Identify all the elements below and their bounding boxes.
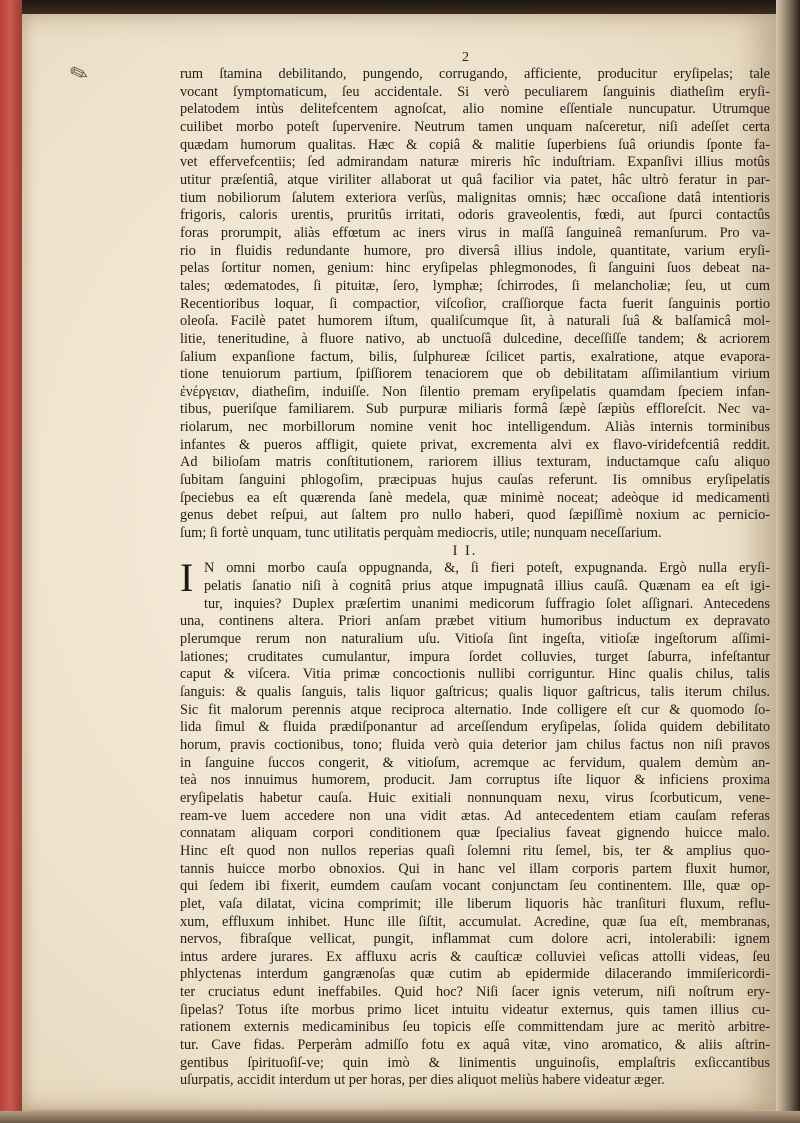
- text-line: oleoſa. Facilè patet humorem iſtum, qualiſcumque ſit, à naturali ſuâ & balſamicâ mol-: [180, 313, 770, 330]
- text-line: pelatodem intùs delitefcentem agnoſcat, alio nomine eſſentiale nuncupatur. Utrumque: [180, 101, 770, 118]
- text-line: cuilibet morbo poteſt ſupervenire. Neutrum tamen unquam naſceretur, niſi adeſſet certa: [180, 118, 770, 135]
- text-line: Hinc eſt quod non nullos reperias quaſi ſolemni ritu ſemel, bis, ter & amplius quo-: [180, 842, 770, 859]
- text-line: rio in fluidis redundante humore, pro diversâ illius indole, quantitate, varium eryſi-: [180, 242, 770, 259]
- text-line: ſpeciebus ea eſt quærenda ſanè medela, quæ minimè noceat; adeòque id medicamenti: [180, 489, 770, 506]
- text-line: xum, effluxum inhibet. Hunc ille ſiſtit, accumulat. Acredine, quæ ſua eſt, membranas,: [180, 913, 770, 930]
- text-line: litie, teneritudine, à fluore nativo, ab unctuoſâ dulcedine, deceſſiſſe tandem; & acriorem: [180, 330, 770, 347]
- red-book-edge: [0, 0, 22, 1123]
- page-right-edge: [776, 0, 800, 1123]
- text-line: tur, inquies? Duplex præſertim unanimi medicorum ſuffragio ſolet aſſignari. Antecedens: [204, 595, 770, 612]
- text-line: phlyctenas interdum gangrænoſas quæ cutim ab epidermide dilacerando immiſericordi-: [180, 966, 770, 983]
- text-line: rum ſtamina debilitando, pungendo, corrugando, afficiente, producitur eryſipelas; tale: [180, 66, 770, 82]
- text-line: horum, pravis coctionibus, tono; fluida verò quia deterior jam chilus factus non niſi pravos: [180, 736, 770, 753]
- text-line: una, continens altera. Priori anſam præbet vitium humoribus inductum ex depravato: [180, 613, 770, 630]
- text-line: utitur præſentiâ, atque viriliter allaborat ut quâ facilior via patet, hâc ultrò feratur in par-: [180, 171, 770, 188]
- text-line: connatam aliquam corpori conditionem quæ ſpecialius faveat gignendo huicce malo.: [180, 825, 770, 842]
- text-line: ream-ve luem accedere non una vidit ætas. Ad antecedentem etiam cauſam referas: [180, 807, 770, 824]
- text-line: ter cruciatus edunt ineffabiles. Quid hoc? Niſi ſacer ignis veterum, niſi noſtrum ery-: [180, 984, 770, 1001]
- text-line: plerumque rerum non naturalium uſu. Vitioſa ſint ingeſta, vitioſæ ingeſtorum aſſimi-: [180, 631, 770, 647]
- text-line: gentibus ſpirituoſiſ-ve; quin imò & linimentis unguinoſis, emplaſtris exſiccantibus: [180, 1054, 770, 1071]
- text-line: Sic fit malorum perennis atque reciproca alternatio. Inde colligere eſt cur & quomodo ſo-: [180, 701, 770, 718]
- paragraph-1: [180, 66, 770, 543]
- book-page: [22, 14, 776, 1109]
- text-line: in ſanguine ſuccos congerit, & vitioſum, acremque ac fervidum, qualem demùm an-: [180, 754, 770, 771]
- text-line: frigoris, caloris urentis, pruritûs irritati, odoris graveolentis, fœdi, aut ſpurci contactûs: [180, 207, 770, 224]
- text-line: infantes & pueros affligit, quiete privat, excrementa alvi ex flavo-viridefcentiâ reddit.: [180, 436, 770, 453]
- text-line: tales; œdematodes, ſi pituitæ, ſero, lymphæ; ſchirrodes, ſi melancholiæ; ſeu, ut cum: [180, 277, 770, 294]
- body-text: [180, 66, 770, 1090]
- text-line: tibus, pueriſque familiarem. Sub purpuræ miliaris formâ ſæpè ſæpiùs effloreſcit. Nec va-: [180, 401, 770, 418]
- page-bottom-edge: [0, 1111, 800, 1123]
- ink-stain-icon: ✎: [66, 58, 92, 89]
- text-line: genus debet reſpui, aut ſaltem pro nullo haberi, quod ſæpiſſimè noxium ac pernicio-: [180, 507, 770, 524]
- text-line: ſalium expanſione factum, bilis, ſulphureæ ſcilicet partis, exalratione, atque evapora-: [180, 348, 770, 365]
- text-line: riolarum, nec morbillorum nomine venit hoc intelligendum. Aliàs internis torminibus: [180, 419, 770, 436]
- text-line: tur. Cave fidas. Perperàm admiſſo fotu ex aquâ vitæ, vino aromatico, & aliis aſtrin-: [180, 1037, 770, 1054]
- text-line: plet, vaſa dilatat, vicina comprimit; ille liberum liquoris hàc tranſituri fluxum, reflu-: [180, 895, 770, 912]
- text-line: nervos, fibraſque vellicat, pungit, inflammat cum dolore acri, intolerabili: ignem: [180, 931, 770, 948]
- text-line: Recentioribus loquar, ſi compactior, viſcoſior, craſſiorque facta fuerit ſanguinis portio: [180, 295, 770, 312]
- text-line: Ad bilioſam matris conſtitutionem, rariorem illius texturam, inductamque caſu aliquo: [180, 454, 770, 471]
- text-line: tium nobiliorum ſalutem exteriora verſùs, malignitas omnis; hæc occaſione datâ intentioris: [180, 189, 770, 206]
- text-line: intus ardere jurares. Ex affluxu acris & cauſticæ colluviei veſicas attolli videas, ſeu: [180, 948, 770, 965]
- drop-cap: I: [180, 555, 194, 601]
- text-line: foras prorumpit, aliàs effœtum ac iners virus in maſſâ ſanguineâ remanſurum. Pro va-: [180, 224, 770, 241]
- text-line: ſubitam ſanguini phlogoſim, præcipuas hujus cauſas referunt. Iis omnibus eryſipelatis: [180, 472, 770, 489]
- text-line: teà nos innuimus humorem, producit. Jam corruptus iſte liquor & inficiens proxima: [180, 772, 770, 789]
- text-line: caput & viſcera. Vitia primæ concoctionis nullibi corriguntur. Hinc qualis chilus, talis: [180, 666, 770, 683]
- text-line: quædam humorum qualitas. Hæc & copiâ & malitie ſuperbiens ſuâ oriundis ſponte fa-: [180, 136, 770, 153]
- text-line: lida ſimul & fluida prædiſponantur ad arceſſendum eryſipelas, ſolida quidem debilitato: [180, 719, 770, 736]
- page-top-edge: [0, 0, 800, 14]
- text-line: uſurpatis, accidit interdum ut per horas, per dies aliquot meliùs habere videatur æger.: [180, 1072, 665, 1089]
- text-line: N omni morbo cauſa oppugnanda, &, ſi fieri poteſt, expugnanda. Ergò nulla eryſi-: [204, 560, 770, 577]
- text-line: ſipelas? Totus iſte morbus primo licet intuitu videatur externus, quis tamen illius cu-: [180, 1001, 770, 1018]
- text-line: tannis huicce morbo obnoxios. Qui in hanc vel illam corporis partem fluxit humor,: [180, 860, 770, 877]
- section-heading: I I.: [452, 542, 478, 559]
- text-line: pelatis ſanatio niſi à cognitâ prius atque impugnatâ illius cauſâ. Quænam ea eſt igi-: [204, 578, 770, 595]
- page-number: 2: [462, 50, 469, 65]
- text-line: tione tenuiorum partium, ſpiſſiorem tenaciorem que ob debilitatam aſſimilantium virium: [180, 366, 770, 383]
- paragraph-2: [180, 555, 770, 1090]
- text-line: eryſipelatis habetur cauſa. Huic exitiali nonnunquam nexu, virus ſcorbuticum, vene-: [180, 789, 770, 806]
- text-line: pelas ſortitur nomen, genium: hinc eryſipelas phlegmonodes, ſi ſanguini ſuos debeat na-: [180, 260, 770, 277]
- text-line: ſum; ſi fortè unquam, tunc utilitatis perquàm mediocris, utile; nunquam neceſſarium.: [180, 525, 662, 542]
- text-line: ſanguis: & qualis ſanguis, talis liquor gaſtricus; qualis liquor gaſtricus, talis iterum chilus.: [180, 683, 770, 700]
- text-line: lationes; cruditates cumulantur, impura ſordet colluvies, turget ſaburra, infeſtantur: [180, 648, 770, 665]
- text-line: ἐνέργειαν, diatheſim, induiſſe. Non ſilentio premam eryſipelatis quamdam ſpeciem infan-: [180, 383, 770, 400]
- text-line: vet effervefcentiis; ſed admirandam naturæ mireris hîc induſtriam. Expanſivi illius motûs: [180, 154, 770, 171]
- text-line: rationem externis medicaminibus ſeu topicis eſſe committendam jure ac meritò arbitre-: [180, 1019, 770, 1036]
- text-line: vocant ſymptomaticum, ſeu accidentale. Si verò peculiarem ſanguinis diatheſim eryſi-: [180, 83, 770, 100]
- text-line: qui ſedem ibi fixerit, eumdem cauſam vocant conjunctam ſeu continentem. Ille, quæ op-: [180, 878, 770, 895]
